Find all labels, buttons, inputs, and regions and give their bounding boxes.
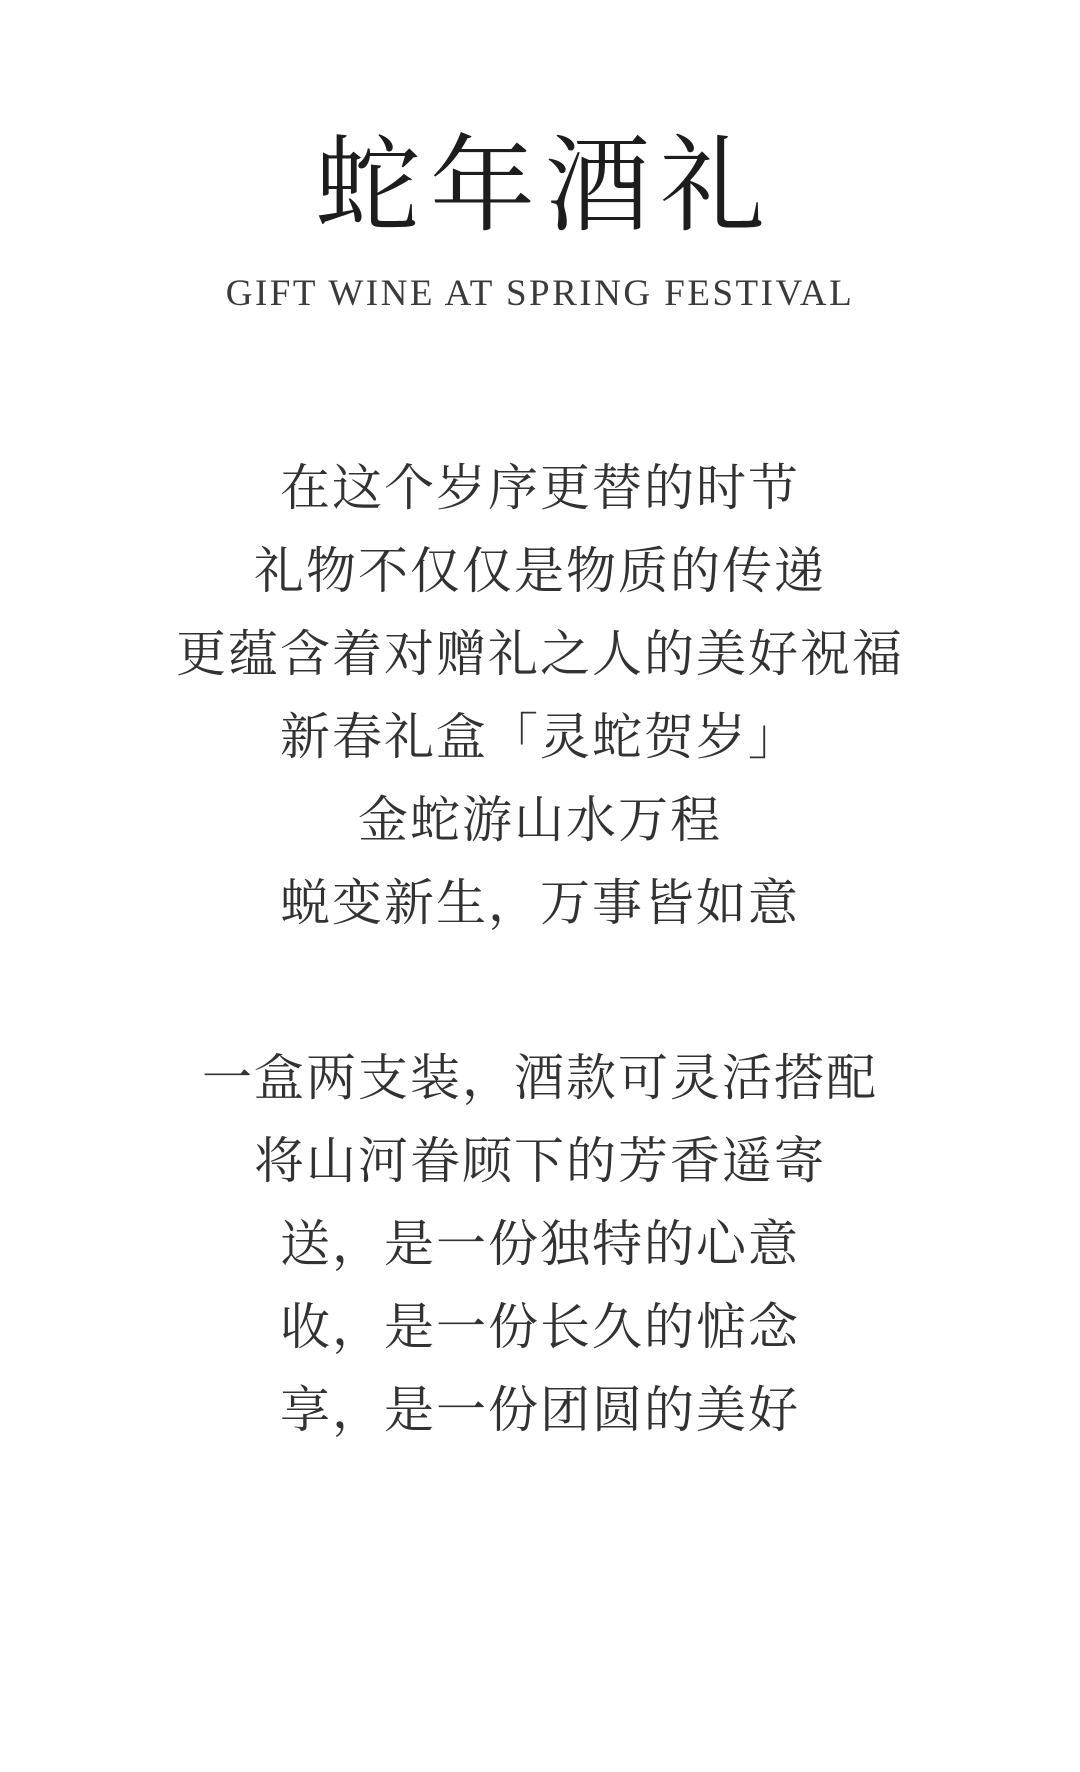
paragraph-line: 更蕴含着对赠礼之人的美好祝福 — [176, 625, 904, 682]
paragraph-line: 一盒两支装，酒款可灵活搭配 — [202, 1049, 878, 1106]
page-subtitle: GIFT WINE AT SPRING FESTIVAL — [225, 272, 855, 314]
paragraph-line: 新春礼盒「灵蛇贺岁」 — [280, 708, 800, 765]
paragraph-1 — [0, 447, 1080, 945]
paragraph-2 — [0, 1037, 1080, 1452]
paragraph-line: 享，是一份团圆的美好 — [280, 1381, 800, 1438]
page-title: 蛇年酒礼 — [314, 128, 775, 245]
paragraph-line: 金蛇游山水万程 — [358, 791, 722, 848]
paragraph-line: 礼物不仅仅是物质的传递 — [254, 542, 826, 599]
paragraph-line: 蜕变新生，万事皆如意 — [280, 874, 800, 931]
title-block — [0, 128, 1080, 315]
paragraph-line: 送，是一份独特的心意 — [280, 1215, 800, 1272]
paragraph-line: 收，是一份长久的惦念 — [280, 1298, 800, 1355]
paragraph-line: 将山河眷顾下的芳香遥寄 — [254, 1132, 826, 1189]
paragraph-line: 在这个岁序更替的时节 — [280, 459, 800, 516]
